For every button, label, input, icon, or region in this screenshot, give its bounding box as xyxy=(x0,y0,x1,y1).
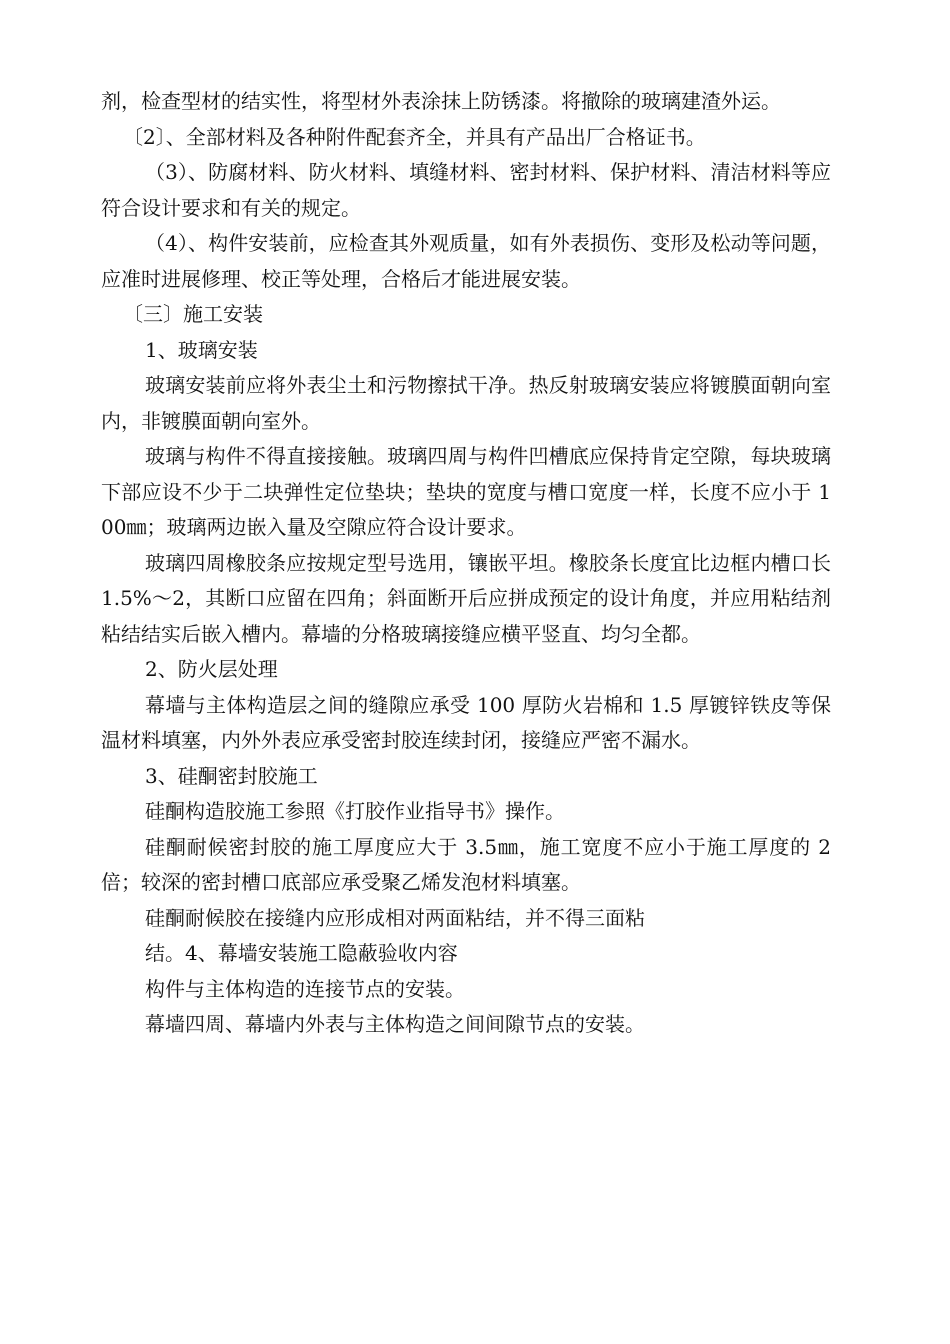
section-heading-construction: 〔三〕施工安装 xyxy=(123,302,263,326)
paragraph-glass-cleaning: 玻璃安装前应将外表尘土和污物擦拭干净。热反射玻璃安装应将镀膜面朝向室内，非镀膜面朝向室外。 xyxy=(101,373,831,433)
subheading-fireproof: 2、防火层处理 xyxy=(145,657,278,681)
paragraph-gap-nodes: 幕墙四周、幕墙内外表与主体构造之间间隙节点的安装。 xyxy=(145,1012,645,1036)
paragraph-hidden-acceptance: 结。4、幕墙安装施工隐蔽验收内容 xyxy=(145,941,458,965)
paragraph-connection-nodes: 构件与主体构造的连接节点的安装。 xyxy=(145,976,465,1001)
paragraph-item-3: （3）、防腐材料、防火材料、填缝材料、密封材料、保护材料、清洁材料等应符合设计要求和有关的规定。 xyxy=(101,160,831,220)
paragraph-structural-glue: 硅酮构造胶施工参照《打胶作业指导书》操作。 xyxy=(145,799,565,823)
document-body xyxy=(101,84,831,1043)
subheading-silicone: 3、硅酮密封胶施工 xyxy=(145,763,318,788)
paragraph-item-2: 〔2〕、全部材料及各种附件配套齐全，并具有产品出厂合格证书。 xyxy=(123,124,706,149)
paragraph-glass-contact: 玻璃与构件不得直接接触。玻璃四周与构件凹槽底应保持肯定空隙，每块玻璃下部应设不少于二块弹性定位垫块；垫块的宽度与槽口宽度一样，长度不应小于 100㎜；玻璃两边嵌入量及空隙应符合设计要求。 xyxy=(101,444,831,539)
subheading-glass-install: 1、玻璃安装 xyxy=(145,337,258,362)
paragraph-weather-glue: 硅酮耐候胶在接缝内应形成相对两面粘结，并不得三面粘 xyxy=(145,905,645,930)
paragraph-fireproof: 幕墙与主体构造层之间的缝隙应承受 100 厚防火岩棉和 1.5 厚镀锌铁皮等保温材料填塞，内外外表应承受密封胶连续封闭，接缝应严密不漏水。 xyxy=(101,692,831,752)
paragraph-weather-sealant: 硅酮耐候密封胶的施工厚度应大于 3.5㎜，施工宽度不应小于施工厚度的 2 倍；较深的密封槽口底部应承受聚乙烯发泡材料填塞。 xyxy=(101,834,831,894)
paragraph-continuation: 剂，检查型材的结实性，将型材外表涂抹上防锈漆。将撤除的玻璃建渣外运。 xyxy=(101,89,781,113)
paragraph-item-4: （4）、构件安装前，应检查其外观质量，如有外表损伤、变形及松动等问题，应准时进展修理、校正等处理，合格后才能进展安装。 xyxy=(101,231,831,291)
paragraph-rubber-strip: 玻璃四周橡胶条应按规定型号选用，镶嵌平坦。橡胶条长度宜比边框内槽口长 1.5%～2，其断口应留在四角；斜面断开后应拼成预定的设计角度，并应用粘结剂粘结结实后嵌入槽内。幕墙的分格玻璃接缝应横平竖直、均匀全都。 xyxy=(101,550,831,646)
